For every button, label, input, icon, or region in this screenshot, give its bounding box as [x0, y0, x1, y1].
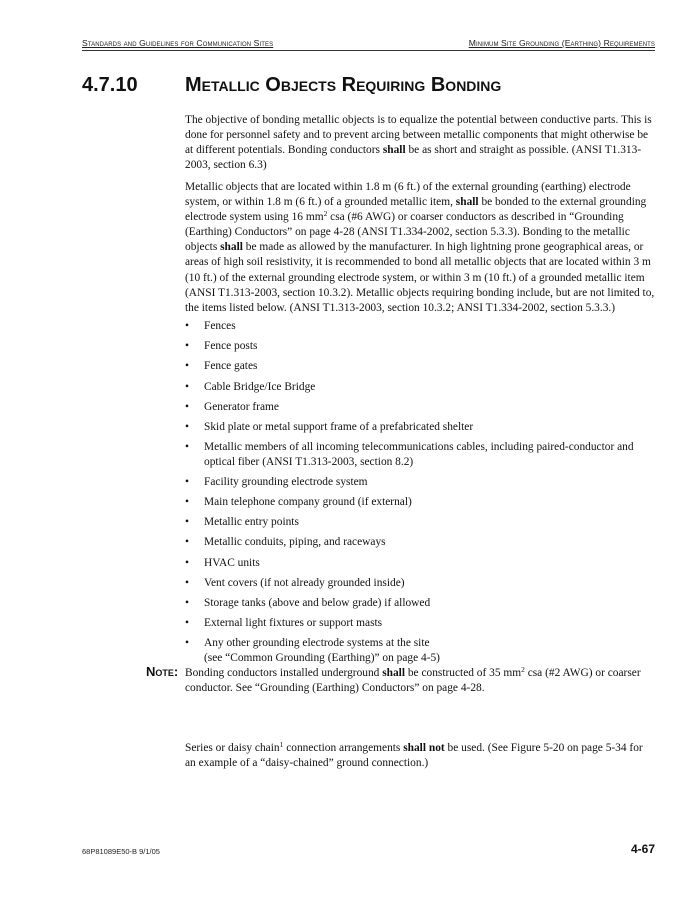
list-item: • External light fixtures or support masts — [185, 616, 655, 631]
paragraph-metallic-objects: Metallic objects that are located within 1.8 m (6 ft.) of the external grounding (earthing) electrode system, or within 1.8 m (6 ft.) of a grounded metallic item, shall be bonded to the external grounding electrode system using 16 $mm^2$ csa (#6 AWG) or coarser conductors as described in “Grounding (Earthing) Conductors” on page 4-28 (ANSI T1.334-2002, section 5.3.3). Bonding to the metallic objects shall be made as allowed by the manufacturer. In high lightning prone geographical areas, or areas of high soil resistivity, it is recommended to bond all metallic objects that are located within 3 m (10 ft.) of the external grounding electrode system, or within 3 m (10 ft.) of a grounded metallic item (ANSI T1.313-2003, section 10.3.2). Metallic objects requiring bonding include, but are not limited to, the items listed below. (ANSI T1.313-2003, section 10.3.2; ANSI T1.334-2002, section 5.3.3.) — [185, 181, 655, 314]
list-item: • Fences — [185, 319, 655, 334]
paragraph-objective: The objective of bonding metallic objects is to equalize the potential between conductive parts. This is done for personnel safety and to prevent arcing between metallic components that might otherwise be at different potentials. Bonding conductors shall be as short and straight as possible. (ANSI T1.313-2003, section 6.3) — [185, 114, 652, 172]
list-item: • Vent covers (if not already grounded inside) — [185, 576, 655, 591]
list-item: • Generator frame — [185, 400, 655, 415]
list-item: • Facility grounding electrode system — [185, 475, 655, 490]
list-item: • Metallic entry points — [185, 515, 655, 530]
list-item: • Skid plate or metal support frame of a prefabricated shelter — [185, 420, 655, 435]
section-title: Metallic Objects Requiring Bonding — [185, 74, 502, 96]
paragraph-daisy-chain: Series or daisy chain$^1$ connection arrangements shall not be used. (See Figure 5-20 on page 5-34 for an example of a “daisy-chained” ground connection.) — [185, 740, 643, 770]
header-rule — [82, 50, 655, 51]
note-text: Bonding conductors installed underground shall be constructed of 35 $mm^2$ csa (#2 AWG) or coarser conductor. See “Grounding (Earthing) Conductors” on page 4-28. — [185, 665, 641, 695]
list-item: • HVAC units — [185, 556, 655, 571]
list-item: • Cable Bridge/Ice Bridge — [185, 380, 655, 395]
note-label: Note: — [146, 664, 179, 679]
list-item: • Storage tanks (above and below grade) if allowed — [185, 596, 655, 611]
header-right-title: Minimum Site Grounding (Earthing) Requirements — [468, 38, 655, 48]
section-number: 4.7.10 — [82, 74, 138, 96]
list-item: • Fence posts — [185, 339, 655, 354]
list-item: • Metallic conduits, piping, and raceways — [185, 535, 655, 550]
list-item: • Fence gates — [185, 359, 655, 374]
list-item: • Main telephone company ground (if external) — [185, 495, 655, 510]
header-left-title: Standards and Guidelines for Communication Sites — [82, 38, 274, 48]
bonding-items-list — [185, 319, 655, 671]
page-number: 4-67 — [630, 842, 655, 856]
list-item: • Metallic members of all incoming telecommunications cables, including paired-conductor and optical fiber (ANSI T1.313-2003, section 8.2) — [185, 440, 655, 469]
footer-document-id: 68P81089E50-B 9/1/05 — [82, 847, 160, 856]
list-item: • Any other grounding electrode systems at the site (see “Common Grounding (Earthing)” on page 4-5) — [185, 636, 655, 665]
